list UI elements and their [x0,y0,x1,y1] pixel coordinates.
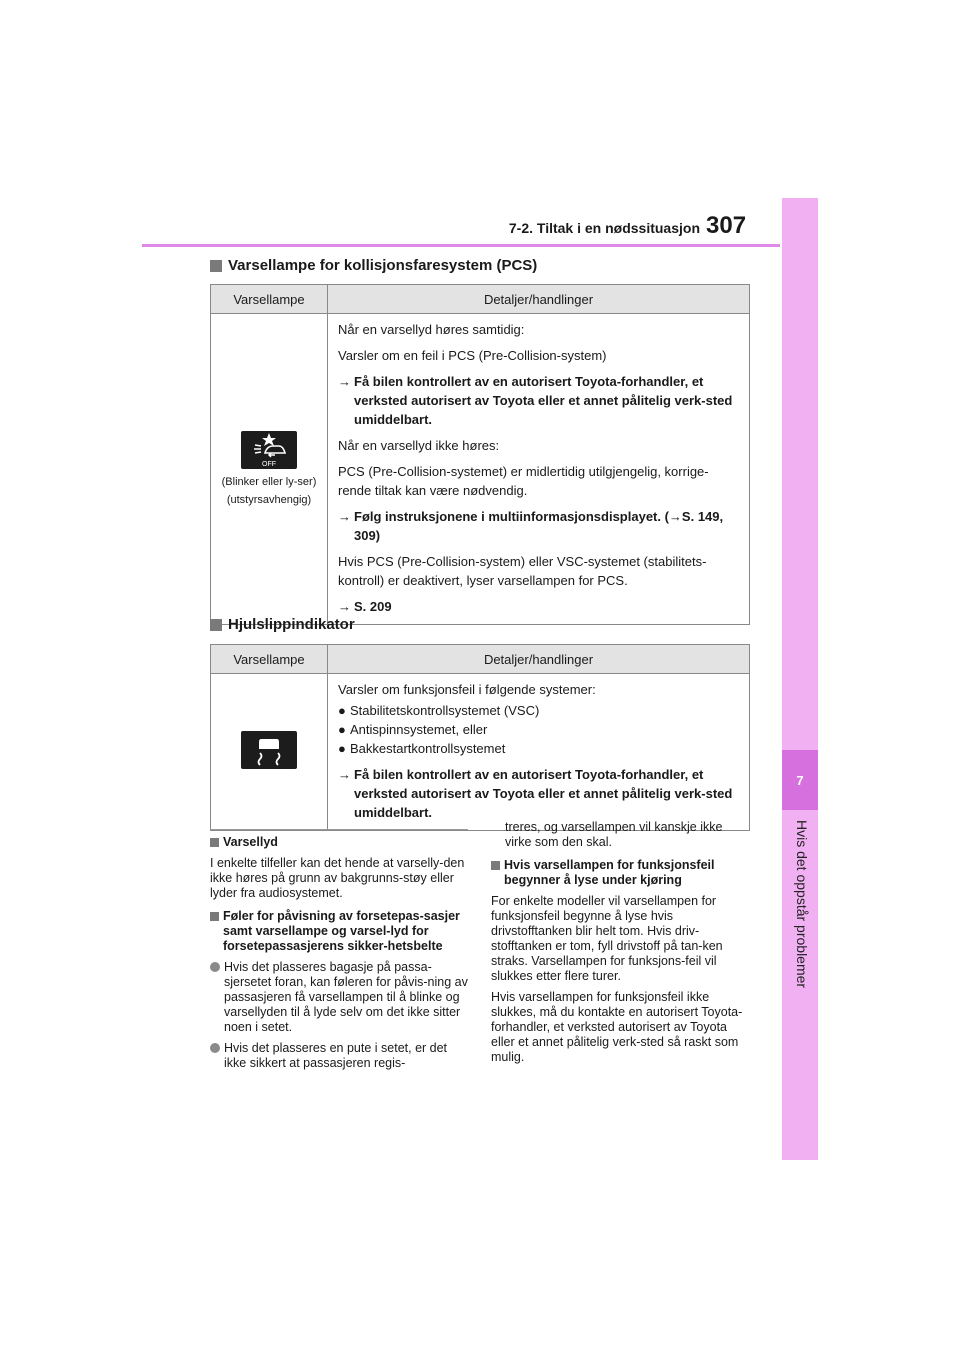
pcs-action-2-link[interactable]: Følg instruksjonene i multiinformasjonsdisplayet. (→S. 149, 309) [354,509,724,543]
slip-details-cell [328,674,750,831]
chapter-number-tab[interactable]: 7 [782,750,818,810]
slip-bullet-3: ● Bakkestartkontrollsystemet [338,741,506,756]
square-bullet-icon [210,912,219,921]
col-details: Detaljer/handlinger [328,645,750,674]
pcs-text-5: Hvis PCS (Pre-Collision-system) eller VSC-systemet (stabilitets-kontroll) er deaktivert, lyser varsellampen for PCS. [338,554,707,588]
pcs-heading-text: Varsellampe for kollisjonsfaresystem (PCS) [228,257,538,274]
skid-car-icon [241,731,297,769]
pcs-icon-caption-1: (Blinker eller ly-ser) [221,476,317,488]
slip-table-header [211,645,750,674]
slip-text-1: Varsler om funksjonsfeil i følgende systemer: [338,682,596,697]
slip-heading-text: Hjulslippindikator [228,616,355,633]
slip-heading [210,616,355,633]
circle-bullet-icon [210,1043,220,1053]
pcs-action-1: → Få bilen kontrollert av en autorisert Toyota-forhandler, et verksted autorisert av Toyota eller et annet pålitelig verk-sted umiddelbart. [338,374,733,427]
bullet-dot-icon: ● [338,703,346,718]
square-bullet-icon [210,619,222,631]
col-lamp: Varsellampe [211,645,328,674]
left-column [210,835,468,1077]
pcs-text-1: Når en varsellyd høres samtidig: [338,322,525,337]
pcs-action-2 [338,507,741,545]
pcs-table-row [211,314,750,625]
slip-icon-cell [211,674,328,831]
slip-bullet-1: ● Stabilitetskontrollsystemet (VSC) [338,703,540,718]
square-bullet-icon [210,260,222,272]
column-rule [210,829,468,830]
pcs-heading [210,257,537,274]
square-bullet-icon [491,861,500,870]
svg-text:OFF: OFF [262,461,276,468]
right-heading-1: Hvis varsellampen for funksjonsfeil begynner å lyse under kjøring [491,858,749,888]
slip-table-row [211,674,750,831]
chapter-title: Hvis det oppstår problemer [794,820,810,989]
right-text-2: Hvis varsellampen for funksjonsfeil ikke slukkes, må du kontakte en autorisert Toyota-forhandler, et verksted autorisert av Toyota eller et annet pålitelig verk-sted så raskt som mulig. [491,990,743,1064]
circle-bullet-icon [210,962,220,972]
col-lamp: Varsellampe [211,285,328,314]
square-bullet-icon [210,838,219,847]
pcs-text-4: PCS (Pre-Collision-systemet) er midlertidig utilgjengelig, korrige-rende tiltak kan være nødvendig. [338,464,709,498]
right-continuation: treres, og varsellampen vil kanskje ikke virke som den skal. [505,820,723,849]
col-details: Detaljer/handlinger [328,285,750,314]
pcs-icon-cell [211,314,328,625]
left-heading-2: Føler for påvisning av forsetepas-sasjer samt varsellampe og varsel-lyd for forsetepassasjerens sikker-hetsbelte [210,909,468,954]
pcs-warning-icon [241,431,297,469]
page-number: 307 [706,212,747,239]
slip-table [210,644,750,831]
arrow-icon: → [338,509,351,524]
right-column [491,820,749,1071]
pcs-action-3-link[interactable]: S. 209 [354,599,392,614]
pcs-off-icon [241,431,297,469]
pcs-table [210,284,750,625]
pcs-text-2: Varsler om en feil i PCS (Pre-Collision-system) [338,348,607,363]
section-title: 7-2. Tiltak i en nødssituasjon [508,220,700,236]
arrow-icon: → [338,599,351,614]
pcs-text-3: Når en varsellyd ikke høres: [338,438,500,453]
bullet-dot-icon: ● [338,722,346,737]
pcs-icon-caption-2: (utstyrsavhengig) [226,494,312,506]
left-circle-item-2: Hvis det plasseres en pute i setet, er det ikke sikkert at passasjeren regis- [210,1041,468,1071]
slip-action-1: → Få bilen kontrollert av en autorisert Toyota-forhandler, et verksted autorisert av Toyota eller et annet pålitelig verk-sted umiddelbart. [338,767,733,820]
left-heading-1: Varsellyd [210,835,468,850]
left-circle-item-1: Hvis det plasseres bagasje på passa-sjersetet foran, kan føleren for påvis-ning av passasjeren få varsellampen til å blinke og varsellyden til å lyde selv om det ikke sitter noen i setet. [210,960,468,1035]
pcs-table-header [211,285,750,314]
arrow-icon: → [338,374,351,389]
left-text-1: I enkelte tilfeller kan det hende at varselly-den ikke høres på grunn av bakgrunns-støy eller lyder fra audiosystemet. [210,856,465,900]
header-rule [142,244,780,247]
arrow-icon: → [338,767,351,782]
pcs-action-3 [338,597,741,616]
slip-warning-icon [241,731,297,769]
bullet-dot-icon: ● [338,741,346,756]
slip-bullet-2: ● Antispinnsystemet, eller [338,722,488,737]
right-text-1: For enkelte modeller vil varsellampen for funksjonsfeil begynne å lyse hvis drivstofftanken blir helt tom. Hvis driv-stofftanken er tom, fyll drivstoff på tan-ken straks. Varsellampen for funksjons-feil vil slukkes etter flere turer. [491,894,723,983]
pcs-details-cell [328,314,750,625]
